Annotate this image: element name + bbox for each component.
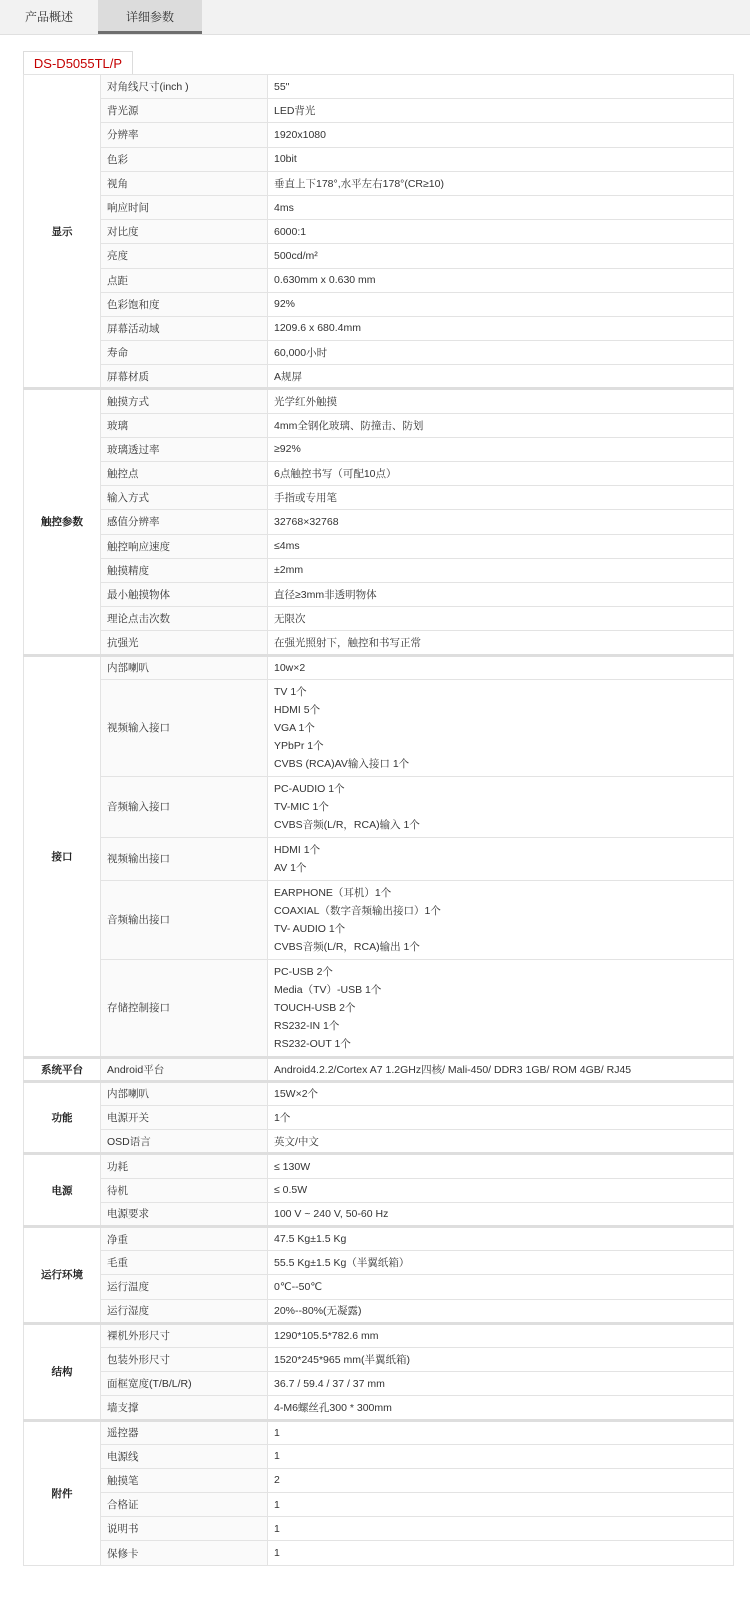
spec-value-line: AV 1个 (274, 861, 307, 874)
spec-group-name: 显示 (24, 75, 101, 389)
spec-group-name: 系统平台 (24, 1057, 101, 1081)
spec-value (268, 1468, 734, 1492)
spec-row (24, 1106, 734, 1130)
spec-row (24, 607, 734, 631)
spec-value-line: 直径≥3mm非透明物体 (274, 589, 377, 602)
spec-value-line: 1 (274, 1547, 280, 1560)
spec-value (268, 1251, 734, 1275)
spec-value-line: 垂直上下178°,水平左右178°(CR≥10) (274, 177, 444, 190)
spec-value-line: 1290*105.5*782.6 mm (274, 1329, 379, 1342)
spec-label: 毛重 (101, 1251, 268, 1275)
spec-row (24, 413, 734, 437)
spec-value (268, 1323, 734, 1347)
spec-value (268, 558, 734, 582)
spec-label: 理论点击次数 (101, 607, 268, 631)
spec-value-line: CVBS音频(L/R，RCA)输入 1个 (274, 818, 420, 831)
spec-label: 色彩 (101, 147, 268, 171)
spec-row (24, 316, 734, 340)
spec-row (24, 1541, 734, 1565)
spec-value-line: LED背光 (274, 105, 316, 118)
spec-row (24, 631, 734, 655)
spec-value-line: 英文/中文 (274, 1135, 319, 1148)
spec-label: 视角 (101, 171, 268, 195)
tab-detailed-specs[interactable]: 详细参数 (98, 0, 202, 34)
spec-label: 运行湿度 (101, 1299, 268, 1323)
spec-label: 触摸精度 (101, 558, 268, 582)
spec-value (268, 292, 734, 316)
spec-label: 感值分辨率 (101, 510, 268, 534)
spec-row (24, 1057, 734, 1081)
spec-label: 对角线尺寸(inch ) (101, 75, 268, 99)
spec-row (24, 776, 734, 837)
spec-value (268, 1106, 734, 1130)
spec-row (24, 75, 734, 99)
spec-row (24, 1130, 734, 1154)
spec-row (24, 1227, 734, 1251)
spec-row (24, 365, 734, 389)
spec-label: 电源要求 (101, 1202, 268, 1226)
spec-label: 净重 (101, 1227, 268, 1251)
spec-value (268, 582, 734, 606)
spec-value-line: ≤ 0.5W (274, 1184, 308, 1197)
spec-label: 触摸方式 (101, 389, 268, 413)
spec-label: 裸机外形尺寸 (101, 1323, 268, 1347)
spec-label: 触摸笔 (101, 1468, 268, 1492)
spec-value (268, 413, 734, 437)
spec-row (24, 389, 734, 413)
spec-value-line: 1个 (274, 1112, 291, 1125)
spec-value-line: 1520*245*965 mm(半翼纸箱) (274, 1354, 410, 1367)
spec-label: 保修卡 (101, 1541, 268, 1565)
spec-value-line: 6000:1 (274, 225, 307, 238)
spec-row (24, 1468, 734, 1492)
spec-value-line: 55.5 Kg±1.5 Kg（半翼纸箱） (274, 1257, 410, 1270)
spec-row (24, 1396, 734, 1420)
spec-value (268, 959, 734, 1057)
spec-label: 墙支撑 (101, 1396, 268, 1420)
spec-label: 点距 (101, 268, 268, 292)
spec-label: 电源开关 (101, 1106, 268, 1130)
spec-value (268, 1202, 734, 1226)
spec-value-line: 32768×32768 (274, 515, 339, 528)
spec-row (24, 1081, 734, 1105)
spec-value (268, 1396, 734, 1420)
spec-value-line: 10bit (274, 153, 297, 166)
spec-label: 音频输入接口 (101, 776, 268, 837)
spec-value (268, 1493, 734, 1517)
spec-row (24, 147, 734, 171)
spec-row (24, 558, 734, 582)
spec-value-line: TV-MIC 1个 (274, 800, 329, 813)
spec-row (24, 1178, 734, 1202)
spec-value-line: 在强光照射下，触控和书写正常 (274, 636, 421, 649)
spec-label: 输入方式 (101, 486, 268, 510)
spec-row (24, 1420, 734, 1444)
spec-group-name: 运行环境 (24, 1227, 101, 1324)
spec-group-name: 接口 (24, 655, 101, 1057)
spec-label: 玻璃透过率 (101, 437, 268, 461)
spec-row (24, 534, 734, 558)
spec-value-line: 100 V ~ 240 V, 50-60 Hz (274, 1207, 389, 1220)
spec-label: 面框宽度(T/B/L/R) (101, 1372, 268, 1396)
spec-row (24, 1347, 734, 1371)
spec-label: 最小触摸物体 (101, 582, 268, 606)
spec-value (268, 75, 734, 99)
spec-value-line: RS232-OUT 1个 (274, 1037, 351, 1050)
spec-value-line: TV 1个 (274, 685, 307, 698)
spec-row (24, 244, 734, 268)
spec-label: 触控点 (101, 462, 268, 486)
spec-group-name: 附件 (24, 1420, 101, 1565)
spec-value (268, 462, 734, 486)
spec-value-line: 15W×2个 (274, 1088, 319, 1101)
spec-value (268, 1517, 734, 1541)
spec-label: 玻璃 (101, 413, 268, 437)
spec-label: 电源线 (101, 1444, 268, 1468)
spec-label: 运行温度 (101, 1275, 268, 1299)
spec-value-line: 2 (274, 1474, 280, 1487)
spec-value (268, 123, 734, 147)
spec-label: 屏幕活动域 (101, 316, 268, 340)
spec-row (24, 837, 734, 880)
spec-label: 内部喇叭 (101, 1081, 268, 1105)
spec-value-line: HDMI 1个 (274, 843, 321, 856)
spec-value (268, 1081, 734, 1105)
spec-group-name: 功能 (24, 1081, 101, 1154)
spec-row (24, 1444, 734, 1468)
spec-row (24, 99, 734, 123)
spec-value-line: ≥92% (274, 443, 301, 456)
spec-value (268, 1154, 734, 1178)
spec-value-line: ≤4ms (274, 540, 300, 553)
spec-value-line: HDMI 5个 (274, 703, 321, 716)
spec-value (268, 880, 734, 959)
spec-value (268, 195, 734, 219)
spec-value (268, 1299, 734, 1323)
tab-overview[interactable]: 产品概述 (24, 10, 73, 24)
spec-row (24, 655, 734, 679)
spec-value (268, 220, 734, 244)
spec-value (268, 316, 734, 340)
spec-value-line: TOUCH-USB 2个 (274, 1001, 356, 1014)
spec-value-line: 55" (274, 80, 290, 93)
spec-value (268, 631, 734, 655)
spec-row (24, 341, 734, 365)
spec-value (268, 171, 734, 195)
spec-value-line: 光学红外触摸 (274, 396, 337, 409)
spec-value (268, 1057, 734, 1081)
spec-value-line: PC-AUDIO 1个 (274, 782, 345, 795)
spec-value-line: EARPHONE（耳机）1个 (274, 886, 392, 899)
spec-label: 抗强光 (101, 631, 268, 655)
spec-label: 功耗 (101, 1154, 268, 1178)
spec-value (268, 99, 734, 123)
spec-value (268, 837, 734, 880)
spec-label: 触控响应速度 (101, 534, 268, 558)
spec-value-line: 47.5 Kg±1.5 Kg (274, 1233, 347, 1246)
spec-value (268, 534, 734, 558)
spec-value (268, 437, 734, 461)
spec-value-line: COAXIAL（数字音频输出接口）1个 (274, 904, 441, 917)
spec-value-line: 92% (274, 298, 296, 311)
spec-table (23, 74, 734, 1566)
spec-value-line: 1 (274, 1450, 280, 1463)
spec-row (24, 437, 734, 461)
spec-label: OSD语言 (101, 1130, 268, 1154)
spec-row (24, 959, 734, 1057)
spec-label: 对比度 (101, 220, 268, 244)
spec-value (268, 365, 734, 389)
spec-label: 内部喇叭 (101, 655, 268, 679)
spec-label: 视频输入接口 (101, 679, 268, 776)
spec-row (24, 1154, 734, 1178)
spec-value (268, 1275, 734, 1299)
spec-value-line: 6点触控书写（可配10点） (274, 468, 397, 481)
spec-value (268, 486, 734, 510)
spec-row (24, 1202, 734, 1226)
spec-group-name: 结构 (24, 1323, 101, 1420)
spec-value (268, 1178, 734, 1202)
spec-row (24, 292, 734, 316)
spec-value-line: 手指或专用笔 (274, 492, 337, 505)
spec-value-line: CVBS音频(L/R，RCA)输出 1个 (274, 940, 420, 953)
spec-value-line: 4ms (274, 201, 294, 214)
spec-label: 说明书 (101, 1517, 268, 1541)
spec-row (24, 268, 734, 292)
spec-value (268, 776, 734, 837)
spec-label: 音频输出接口 (101, 880, 268, 959)
spec-value-line: Media（TV）-USB 1个 (274, 983, 382, 996)
spec-label: 待机 (101, 1178, 268, 1202)
spec-value (268, 655, 734, 679)
spec-value-line: 0.630mm x 0.630 mm (274, 274, 376, 287)
spec-row (24, 195, 734, 219)
spec-label: 色彩饱和度 (101, 292, 268, 316)
spec-value-line: 36.7 / 59.4 / 37 / 37 mm (274, 1377, 385, 1390)
spec-value-line: 无限次 (274, 613, 306, 626)
spec-value (268, 1130, 734, 1154)
spec-value (268, 607, 734, 631)
spec-label: 包装外形尺寸 (101, 1347, 268, 1371)
spec-value-line: 1209.6 x 680.4mm (274, 322, 361, 335)
spec-value-line: CVBS (RCA)AV输入接口 1个 (274, 757, 410, 770)
spec-label: 屏幕材质 (101, 365, 268, 389)
spec-row (24, 510, 734, 534)
spec-label: 视频输出接口 (101, 837, 268, 880)
spec-row (24, 1323, 734, 1347)
spec-value-line: 60,000小时 (274, 347, 328, 360)
spec-value-line: VGA 1个 (274, 721, 315, 734)
model-label: DS-D5055TL/P (23, 51, 133, 75)
spec-row (24, 486, 734, 510)
spec-group-name: 电源 (24, 1154, 101, 1227)
spec-value-line: ±2mm (274, 564, 304, 577)
spec-value-line: ≤ 130W (274, 1160, 311, 1173)
spec-value-line: A规屏 (274, 370, 303, 383)
spec-value (268, 389, 734, 413)
spec-label: 存储控制接口 (101, 959, 268, 1057)
spec-row (24, 462, 734, 486)
spec-label: Android平台 (101, 1057, 268, 1081)
spec-value (268, 1541, 734, 1565)
spec-value-line: TV- AUDIO 1个 (274, 922, 346, 935)
spec-value-line: 4-M6螺丝孔300 * 300mm (274, 1401, 392, 1414)
spec-value-line: Android4.2.2/Cortex A7 1.2GHz四核/ Mali-450/ DDR3 1GB/ ROM 4GB/ RJ45 (274, 1063, 632, 1076)
spec-label: 寿命 (101, 341, 268, 365)
spec-value (268, 268, 734, 292)
spec-row (24, 679, 734, 776)
spec-value (268, 1372, 734, 1396)
spec-row (24, 1517, 734, 1541)
spec-group-name: 触控参数 (24, 389, 101, 655)
spec-value (268, 244, 734, 268)
spec-value-line: 10w×2 (274, 661, 306, 674)
spec-row (24, 1372, 734, 1396)
spec-value-line: 20%--80%(无凝露) (274, 1305, 362, 1318)
spec-value-line: 500cd/m² (274, 249, 318, 262)
spec-value-line: RS232-IN 1个 (274, 1019, 340, 1032)
spec-label: 响应时间 (101, 195, 268, 219)
spec-row (24, 171, 734, 195)
spec-value (268, 679, 734, 776)
spec-value-line: 1920x1080 (274, 128, 326, 141)
spec-value-line: 4mm全钢化玻璃、防撞击、防划 (274, 419, 424, 432)
spec-value-line: YPbPr 1个 (274, 739, 324, 752)
tab-bar (0, 0, 750, 35)
spec-label: 亮度 (101, 244, 268, 268)
spec-value (268, 1347, 734, 1371)
spec-value (268, 510, 734, 534)
spec-row (24, 1251, 734, 1275)
spec-row (24, 1299, 734, 1323)
spec-value (268, 1227, 734, 1251)
spec-value (268, 147, 734, 171)
spec-row (24, 220, 734, 244)
spec-row (24, 1493, 734, 1517)
spec-value (268, 1444, 734, 1468)
spec-row (24, 582, 734, 606)
spec-value-line: 0℃--50℃ (274, 1280, 323, 1293)
spec-label: 合格证 (101, 1493, 268, 1517)
spec-label: 分辨率 (101, 123, 268, 147)
spec-value-line: 1 (274, 1498, 280, 1511)
spec-value-line: PC-USB 2个 (274, 965, 333, 978)
spec-row (24, 880, 734, 959)
spec-value (268, 341, 734, 365)
spec-label: 遥控器 (101, 1420, 268, 1444)
spec-label: 背光源 (101, 99, 268, 123)
spec-value-line: 1 (274, 1522, 280, 1535)
spec-row (24, 1275, 734, 1299)
spec-value (268, 1420, 734, 1444)
spec-value-line: 1 (274, 1426, 280, 1439)
spec-row (24, 123, 734, 147)
